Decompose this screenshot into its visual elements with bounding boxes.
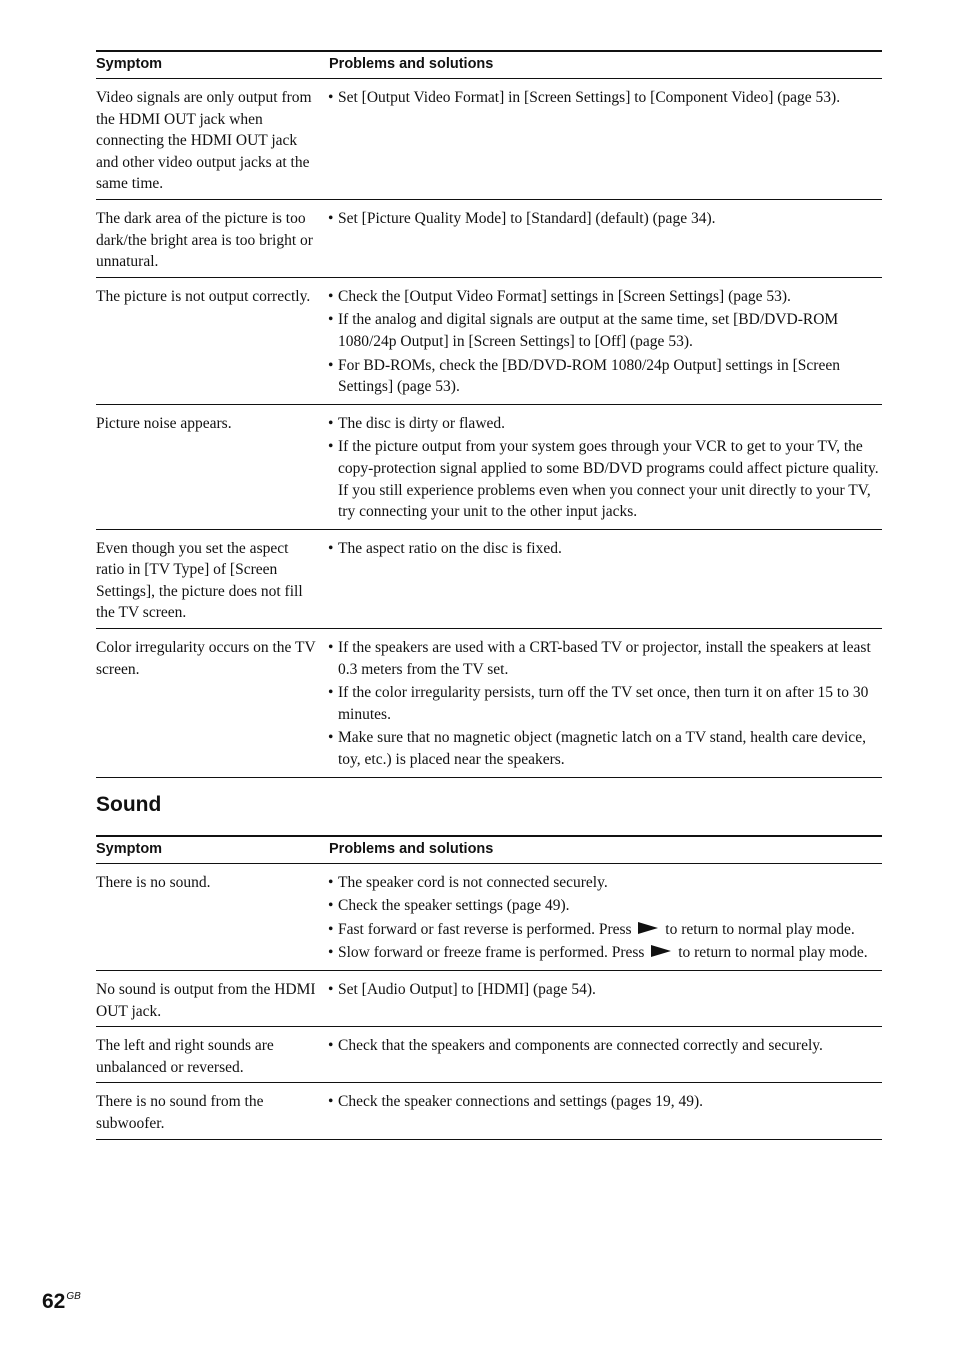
solutions-cell: [326, 529, 882, 628]
solutions-list: [328, 413, 882, 523]
page-number: [42, 1285, 81, 1314]
symptom-cell: The dark area of the picture is too dark/the bright area is too bright or unnatural.: [96, 199, 326, 277]
solution-text-after: to return to normal play mode.: [678, 944, 868, 962]
symptom-cell: Color irregularity occurs on the TV screen.: [96, 629, 326, 778]
solution-item: • Check the speaker connections and settings (pages 19, 49).: [328, 1091, 882, 1113]
solution-text-after: to return to normal play mode.: [665, 920, 855, 938]
solutions-list: [328, 979, 882, 1001]
solution-item: • The speaker cord is not connected securely.: [328, 872, 882, 894]
solution-item: • For BD-ROMs, check the [BD/DVD-ROM 1080/24p Output] settings in [Screen Settings] (page 53).: [328, 355, 882, 398]
solutions-cell: [326, 199, 882, 277]
solution-item: • If the analog and digital signals are output at the same time, set [BD/DVD-ROM 1080/24p Output] in [Screen Settings] to [Off] (page 53).: [328, 309, 882, 352]
solution-item: • If the picture output from your system goes through your VCR to get to your TV, the copy-protection signal applied to some BD/DVD programs could affect picture quality. If you still experience problems even when you connect your unit directly to your TV, try connecting your unit to the other input jacks.: [328, 436, 882, 522]
play-icon: [638, 922, 658, 934]
solutions-cell: [326, 629, 882, 778]
solution-item: • Set [Picture Quality Mode] to [Standard] (default) (page 34).: [328, 208, 882, 230]
symptom-cell: Picture noise appears.: [96, 404, 326, 529]
solution-item: • Set [Output Video Format] in [Screen Settings] to [Component Video] (page 53).: [328, 87, 882, 109]
solution-item: • If the color irregularity persists, turn off the TV set once, then turn it on after 15 to 30 minutes.: [328, 682, 882, 725]
symptom-cell: Even though you set the aspect ratio in [TV Type] of [Screen Settings], the picture does not fill the TV screen.: [96, 529, 326, 628]
solutions-cell: [326, 277, 882, 404]
symptom-cell: There is no sound.: [96, 863, 326, 970]
solution-text-before: Slow forward or freeze frame is performed. Press: [338, 944, 645, 962]
table-row: [96, 277, 882, 404]
symptom-cell: The left and right sounds are unbalanced or reversed.: [96, 1027, 326, 1083]
solution-item: [328, 919, 882, 941]
solutions-cell: [326, 79, 882, 200]
symptom-cell: Video signals are only output from the HDMI OUT jack when connecting the HDMI OUT jack and other video output jacks at the same time.: [96, 79, 326, 200]
solutions-list: [328, 1091, 882, 1113]
sound-troubleshooting-table: [96, 835, 882, 1140]
solution-item: [328, 942, 882, 964]
solutions-cell: [326, 863, 882, 970]
page-number-value: 62: [42, 1290, 66, 1313]
solution-item: • The disc is dirty or flawed.: [328, 413, 882, 435]
solutions-list: [328, 286, 882, 398]
table-row: [96, 971, 882, 1027]
solutions-list: [328, 538, 882, 560]
symptom-cell: No sound is output from the HDMI OUT jack.: [96, 971, 326, 1027]
table-header-row: [96, 51, 882, 79]
symptom-column-header: Symptom: [96, 836, 326, 864]
solutions-list: [328, 87, 882, 109]
solutions-cell: [326, 1083, 882, 1139]
solutions-cell: [326, 971, 882, 1027]
table-row: [96, 529, 882, 628]
solution-item: • Make sure that no magnetic object (magnetic latch on a TV stand, health care device, toy, etc.) is placed near the speakers.: [328, 727, 882, 770]
picture-troubleshooting-table: [96, 50, 882, 778]
table-row: [96, 1027, 882, 1083]
region-code: GB: [66, 1291, 81, 1302]
solutions-list: [328, 208, 882, 230]
solution-item: • The aspect ratio on the disc is fixed.: [328, 538, 882, 560]
solutions-column-header: Problems and solutions: [326, 51, 882, 79]
solution-item: • Check the [Output Video Format] settings in [Screen Settings] (page 53).: [328, 286, 882, 308]
table-row: [96, 79, 882, 200]
solutions-list: [328, 1035, 882, 1057]
symptom-cell: There is no sound from the subwoofer.: [96, 1083, 326, 1139]
table-row: [96, 404, 882, 529]
solutions-cell: [326, 1027, 882, 1083]
solutions-list: [328, 637, 882, 771]
table-header-row: [96, 836, 882, 864]
table-row: [96, 629, 882, 778]
solution-item: • If the speakers are used with a CRT-based TV or projector, install the speakers at least 0.3 meters from the TV set.: [328, 637, 882, 680]
sound-section-heading: Sound: [96, 792, 162, 816]
table-row: [96, 1083, 882, 1139]
solution-item: • Set [Audio Output] to [HDMI] (page 54).: [328, 979, 882, 1001]
solutions-list: [328, 872, 882, 964]
solution-text-before: Fast forward or fast reverse is performed. Press: [338, 920, 632, 938]
solution-item: • Check the speaker settings (page 49).: [328, 895, 882, 917]
solutions-cell: [326, 404, 882, 529]
solutions-column-header: Problems and solutions: [326, 836, 882, 864]
solution-item: • Check that the speakers and components are connected correctly and securely.: [328, 1035, 882, 1057]
table-row: [96, 199, 882, 277]
symptom-cell: The picture is not output correctly.: [96, 277, 326, 404]
table-row: [96, 863, 882, 970]
symptom-column-header: Symptom: [96, 51, 326, 79]
play-icon: [651, 945, 671, 957]
page-content: [96, 50, 882, 1140]
